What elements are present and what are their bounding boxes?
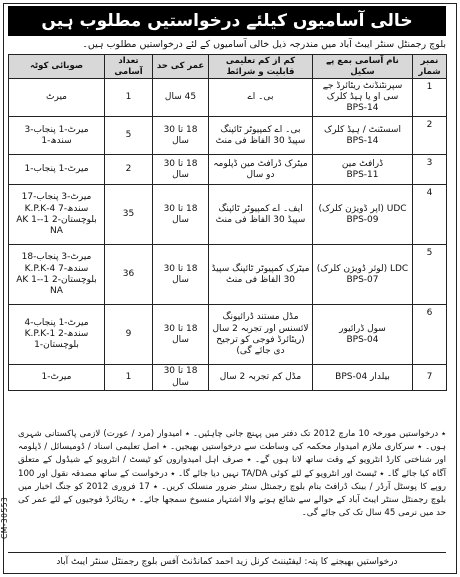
table-row <box>9 305 447 365</box>
cell-age: 18 تا 30 سال <box>153 155 209 185</box>
cell-qualification: میٹرک کمپیوٹر ٹائپنگ سپیڈ 30 الفاظ فی منٹ <box>209 245 313 305</box>
table-header-row <box>9 55 447 79</box>
cell-count: 5 <box>105 117 153 155</box>
post-bps: BPS-07 <box>346 274 379 285</box>
table-row <box>9 117 447 155</box>
post-bps: BPS-09 <box>346 214 379 225</box>
cell-sno: 4 <box>413 185 447 245</box>
cell-sno: 3 <box>413 155 447 185</box>
post-name: بیلدار <box>370 371 390 382</box>
cell-age: 18 تا 30 سال <box>153 365 209 391</box>
cell-sno: 7 <box>413 365 447 391</box>
post-name: ڈرافٹ مین <box>341 158 384 169</box>
cell-post <box>313 245 413 305</box>
post-bps: BPS-14 <box>346 103 379 114</box>
header-count: تعداد آسامی <box>105 55 153 79</box>
table-row <box>9 155 447 185</box>
cell-post <box>313 305 413 365</box>
cell-post <box>313 117 413 155</box>
cell-sno: 6 <box>413 305 447 365</box>
cell-quota: میرٹ-3 پنجاب-17 سندھ-7 4-K.P.K بلوچستان-2 1-AK 1-NA <box>9 185 105 245</box>
post-bps: BPS-14 <box>346 135 379 146</box>
post-name: اسسٹنٹ / ہیڈ کلرک <box>324 124 401 135</box>
header-quota: صوبائی کوٹہ <box>9 55 105 79</box>
cell-count: 2 <box>105 155 153 185</box>
cell-age: 18 تا 30 سال <box>153 305 209 365</box>
ad-intro: بلوچ رجمنٹل سنٹر ایبٹ آباد میں مندرجہ ذیل خالی آسامیوں کے لئے درخواستیں مطلوب ہیں۔ <box>82 39 446 50</box>
cell-quota: میرٹ-1 <box>9 365 105 391</box>
cell-sno: 1 <box>413 79 447 117</box>
cell-qualification: مڈل کم تجربہ 2 سال <box>209 365 313 391</box>
cell-count: 36 <box>105 245 153 305</box>
cell-quota: میرٹ-1 پنجاب-4 سندھ-2 1-K.P.K بلوچستان-1 <box>9 305 105 365</box>
ad-notes: ٭ درخواستیں مورخہ 10 مارچ 2012 تک دفتر میں پہنچ جانی چاہئیں۔ ٭ امیدوار (مرد / عورت) لازمی پاکستانی شہری ہوں۔ ٭ سرکاری ملازم امیدوار محکمہ کی وساطت سے درخواستیں بھیجیں۔ ٭ اصل تعلیمی اسناد / ڈومیسائل / ڈپلومہ اور شناختی کارڈ انٹرویو کے وقت ساتھ لانا ہوں گے۔ ٭ صرف اہل امیدواروں کو ٹیسٹ / انٹرویو کے شیڈول کے متعلق آگاہ کیا جائے گا۔ ٭ ٹیسٹ اور انٹرویو کے لئے کوئی TA/DA نہیں دیا جائے گا۔ ٭ درخواست کے ساتھ مصدقہ نقول اور 100 روپے کا پوسٹل آرڈر / بینک ڈرافٹ بنام بلوچ رجمنٹل سنٹر ضرور منسلک کریں۔ ٭ 17 فروری 2012 کو جنگ اخبار میں بلوچ رجمنٹل سنٹر ایبٹ آباد کے حوالے سے شائع ہونے والا اشتہار منسوخ سمجھا جائے۔ ٭ ریٹائرڈ فوجیوں کے لئے عمر کی حد میں نرمی 45 سال تک کی جائے گی۔ <box>18 429 447 519</box>
cell-age: 18 تا 30 سال <box>153 185 209 245</box>
post-name: LDC (لوئر ڈویژن کلرک) <box>316 263 409 274</box>
cell-qualification: بی۔ اے کمپیوٹر ٹائپنگ سپیڈ 30 الفاظ فی منٹ <box>209 117 313 155</box>
header-post: نام آسامی بمع پے سکیل <box>313 55 413 79</box>
cell-count: 1 <box>105 365 153 391</box>
table-row <box>9 245 447 305</box>
vacancy-table <box>8 54 447 391</box>
cell-qualification: ایف۔ اے کمپیوٹر ٹائپنگ سپیڈ 30 الفاظ فی منٹ <box>209 185 313 245</box>
cell-count: 1 <box>105 79 153 117</box>
cell-post <box>313 185 413 245</box>
header-sno: نمبر شمار <box>413 55 447 79</box>
table-row <box>9 185 447 245</box>
cell-count: 35 <box>105 185 153 245</box>
cell-age: 18 تا 30 سال <box>153 117 209 155</box>
cell-qualification: بی۔ اے <box>209 79 313 117</box>
ad-footer-address: درخواستیں بھیجنے کا پتہ: لیفٹیننٹ کرنل زید احمد کمانڈنٹ آفس بلوچ رجمنٹل سنٹر ایبٹ آباد <box>8 552 446 570</box>
cell-quota: میرٹ-1 پنجاب-1 <box>9 155 105 185</box>
cell-quota: میرٹ-1 پنجاب-3 سندھ-1 <box>9 117 105 155</box>
table-row <box>9 365 447 391</box>
cell-quota: میرٹ <box>9 79 105 117</box>
post-bps: BPS-04 <box>335 371 368 382</box>
post-name: UDC (اپر ڈویژن کلرک) <box>318 203 407 214</box>
cell-age: 45 سال <box>153 79 209 117</box>
cell-qualification: مڈل مستند ڈرائیونگ لائسنس اور تجربہ 2 سال (ریٹائرڈ فوجی کو ترجیح دی جائے گی) <box>209 305 313 365</box>
cell-post <box>313 155 413 185</box>
post-bps: BPS-04 <box>346 334 379 345</box>
cell-sno: 5 <box>413 245 447 305</box>
cell-quota: میرٹ-3 پنجاب-18 سندھ-7 4-K.P.K بلوچستان-2 1-AK 1-NA <box>9 245 105 305</box>
ad-title: خالی آسامیوں کیلئے درخواستیں مطلوب ہیں <box>8 6 446 36</box>
header-qualification: کم از کم تعلیمی قابلیت و شرائط <box>209 55 313 79</box>
post-bps: BPS-11 <box>346 169 379 180</box>
cell-sno: 2 <box>413 117 447 155</box>
cell-qualification: میٹرک ڈرافٹ مین ڈپلومہ دو سال <box>209 155 313 185</box>
header-age: عمر کی حد <box>153 55 209 79</box>
table-row <box>9 79 447 117</box>
cell-post <box>313 365 413 391</box>
cell-count: 9 <box>105 305 153 365</box>
ad-code: CM-30553 <box>0 496 9 540</box>
cell-post <box>313 79 413 117</box>
post-name: سول ڈرائیور <box>339 323 386 334</box>
post-name: سپرنٹنڈنٹ ریٹائرڈ جے سی او یا ہیڈ کلرک <box>322 80 403 103</box>
cell-age: 18 تا 30 سال <box>153 245 209 305</box>
